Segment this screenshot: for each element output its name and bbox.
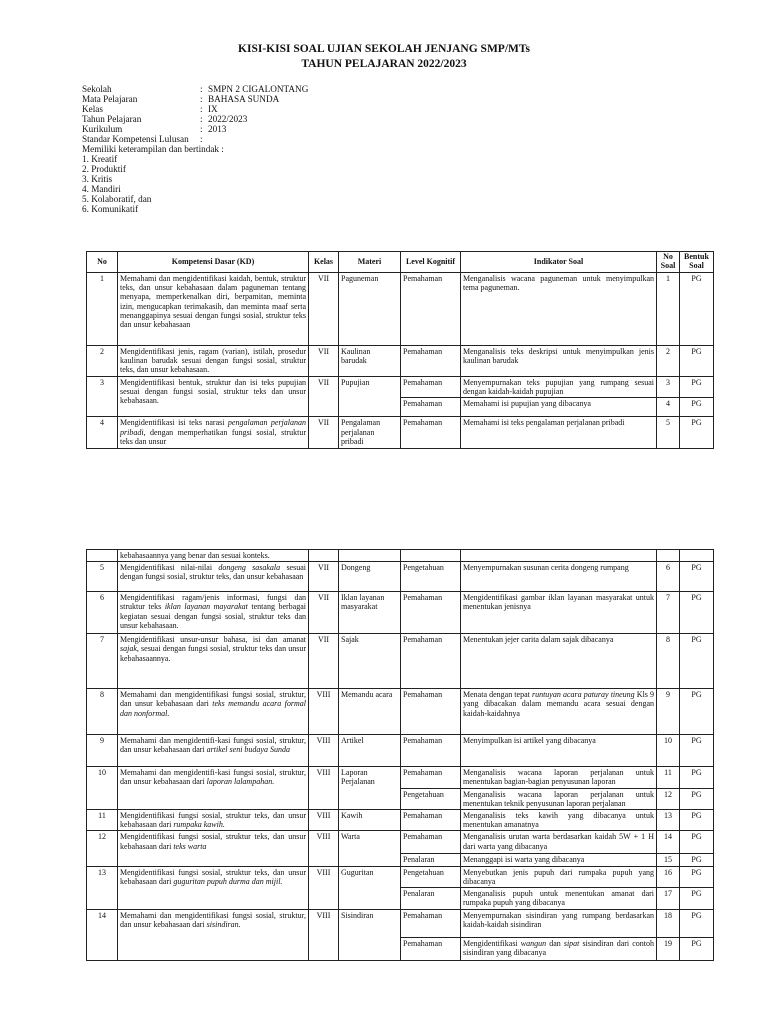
skl-item: 1. Kreatif — [82, 154, 118, 164]
header-materi: Materi — [339, 252, 401, 273]
table-row: 7 Mengidentifikasi unsur-unsur bahasa, isi dan amanat sajak, sesuai dengan fungsi sosial, struktur teks dan unsur kebahasaannya. VII Sajak Pemahaman Menentukan jejer carita dalam sajak dibacanya 8 PG — [87, 634, 714, 689]
table-row: Pemahaman Memahami isi pupujian yang dibacanya 4 PG — [87, 398, 714, 417]
header-indikator: Indikator Soal — [461, 252, 657, 273]
table-row: 2 Mengidentifikasi jenis, ragam (varian), istilah, prosedur kaulinan barudak sesuai dengan fungsi sosial, struktur teks, dan unsur kebahasaan. VII Kaulinan barudak Pemahaman Menganalisis teks deskripsi untuk menyimpulkan jenis kaulinan barudak 2 PG — [87, 346, 714, 377]
info-row-sekolah: Sekolah : SMPN 2 CIGALONTANG — [82, 84, 309, 94]
skl-intro: Memiliki keterampilan dan bertindak : — [82, 144, 224, 154]
info-row-skl: Standar Kompetensi Lulusan : — [82, 134, 203, 144]
kisi-table-part-2 — [86, 549, 714, 961]
table-row: 14 Memahami dan mengidentifikasi fungsi sosial, struktur, dan unsur kebahasaan dari sisindiran. VIII Sisindiran Pemahaman Menyempurnakan sisindiran yang rumpang berdasarkan kaidah-kaidah sisindiran 18 PG — [87, 910, 714, 938]
header-bentuk: Bentuk Soal — [680, 252, 714, 273]
header-no-soal: No Soal — [657, 252, 680, 273]
kisi-table-part-1 — [86, 251, 714, 449]
table-row-continuation: kebahasaannya yang benar dan sesuai konteks. — [87, 550, 714, 562]
info-row-kurikulum: Kurikulum : 2013 — [82, 124, 227, 134]
table-row: 13 Mengidentifikasi fungsi sosial, struktur teks, dan unsur kebahasaan dari guguritan pupuh durma dan mijil. VIII Guguritan Pengetahuan Menyebutkan jenis pupuh dari rumpaka pupuh yang dibacanya 16 PG — [87, 866, 714, 887]
info-row-tahun: Tahun Pelajaran : 2022/2023 — [82, 114, 248, 124]
table-row: Pemahaman Mengidentifikasi wangun dan sipat sisindiran dari contoh sisindiran yang dibacanya 19 PG — [87, 938, 714, 961]
table-row: 1 Memahami dan mengidentifikasi kaidah, bentuk, struktur teks, dan unsur kebahasaan dalam paguneman tentang menyapa, memperkenalkan diri, berpamitan, meminta izin, mengucapkan terimakasih, dan meminta maaf serta menanggapinya sesuai dengan fungsi sosial, struktur teks dan unsur kebahasaan VII Paguneman Pemahaman Menganalisis wacana paguneman untuk menyimpulkan tema paguneman. 1 PG — [87, 273, 714, 346]
header-kd: Kompetensi Dasar (KD) — [118, 252, 309, 273]
skl-item: 2. Produktif — [82, 164, 126, 174]
skl-item: 6. Komunikatif — [82, 204, 139, 214]
header-kelas: Kelas — [309, 252, 339, 273]
table-row: Penalaran Menanggapi isi warta yang dibacanya 15 PG — [87, 854, 714, 866]
info-row-mapel: Mata Pelajaran : BAHASA SUNDA — [82, 94, 280, 104]
table-row: 9 Memahami dan mengidentifi-kasi fungsi sosial, struktur, dan unsur kebahasaan dari artikel seni budaya Sunda VIII Artikel Pemahaman Menyimpulkan isi artikel yang dibacanya 10 PG — [87, 735, 714, 767]
info-row-kelas: Kelas : IX — [82, 104, 218, 114]
table-row: 10 Memahami dan mengidentifi-kasi fungsi sosial, struktur, dan unsur kebahasaan dari laporan lalampahan. VIII Laporan Perjalanan Pemahaman Menganalisis wacana laporan perjalanan untuk menentukan bagian-bagian penyusunan laporan 11 PG — [87, 767, 714, 788]
header-level: Level Kognitif — [401, 252, 461, 273]
skl-item: 4. Mandiri — [82, 184, 121, 194]
table-row: 11 Mengidentifikasi fungsi sosial, struktur teks, dan unsur kebahasaan dari rumpaka kawih. VIII Kawih Pemahaman Menganalisis teks kawih yang dibacanya untuk menentukan amanatnya 13 PG — [87, 810, 714, 831]
table-row: 3 Mengidentifikasi bentuk, struktur dan isi teks pupujian sesuai dengan fungsi sosial, struktur teks dan unsur kebahasaan. VII Pupujian Pemahaman Menyempurnakan teks pupujian yang rumpang sesuai dengan kaidah-kaidah pupujian 3 PG — [87, 377, 714, 398]
table-row: 8 Memahami dan mengidentifikasi fungsi sosial, struktur, dan unsur kebahasaan dari teks memandu acara formal dan nonformal. VIII Memandu acara Pemahaman Menata dengan tepat runtuyan acara paturay tineung Kls 9 yang dibacakan dalam memandu acara sesuai dengan kaidah-kaidahnya 9 PG — [87, 689, 714, 735]
table-row: 5 Mengidentifikasi nilai-nilai dongeng sasakala sesuai dengan fungsi sosial, struktur teks, dan unsur kebahasaan VII Dongeng Pengetahuan Menyempurnakan susunan cerita dongeng rumpang 6 PG — [87, 562, 714, 592]
table-row: 6 Mengidentifikasi ragam/jenis informasi, fungsi dan struktur teks iklan layanan mayarakat tentang berbagai kegiatan sesuai dengan fungsi sosial, struktur teks dan unsur kebahasaan. VII Iklan layanan masyarakat Pemahaman Mengidentifikasi gambar iklan layanan masyarakat untuk menentukan jenisnya 7 PG — [87, 592, 714, 634]
identity-block — [82, 84, 308, 214]
table-row: 4 Mengidentifikasi isi teks narasi pengalaman perjalanan pribadi, dengan memperhatikan fungsi sosial, struktur teks dan unsur VII Pengalaman perjalanan pribadi Pemahaman Memahami isi teks pengalaman perjalanan pribadi 5 PG — [87, 417, 714, 449]
table-row: Pengetahuan Menganalisis wacana laporan perjalanan untuk menentukan teknik penyusunan laporan perjalanan 12 PG — [87, 788, 714, 809]
document-subtitle: TAHUN PELAJARAN 2022/2023 — [301, 58, 467, 70]
header-no: No — [87, 252, 118, 273]
table-row: 12 Mengidentifikasi fungsi sosial, struktur teks, dan unsur kebahasaan dari teks warta VIII Warta Pemahaman Menganalisis urutan warta berdasarkan kaidah 5W + 1 H dari warta yang dibacanya 14 PG — [87, 831, 714, 854]
skl-item: 3. Kritis — [82, 174, 113, 184]
document-title: KISI-KISI SOAL UJIAN SEKOLAH JENJANG SMP/MTs — [238, 43, 530, 55]
skl-item: 5. Kolaboratif, dan — [82, 194, 152, 204]
table-header-row — [87, 252, 714, 273]
table-row: Penalaran Menganalisis pupuh untuk menentukan amanat dari rumpaka pupuh yang dibacanya 17 PG — [87, 888, 714, 910]
